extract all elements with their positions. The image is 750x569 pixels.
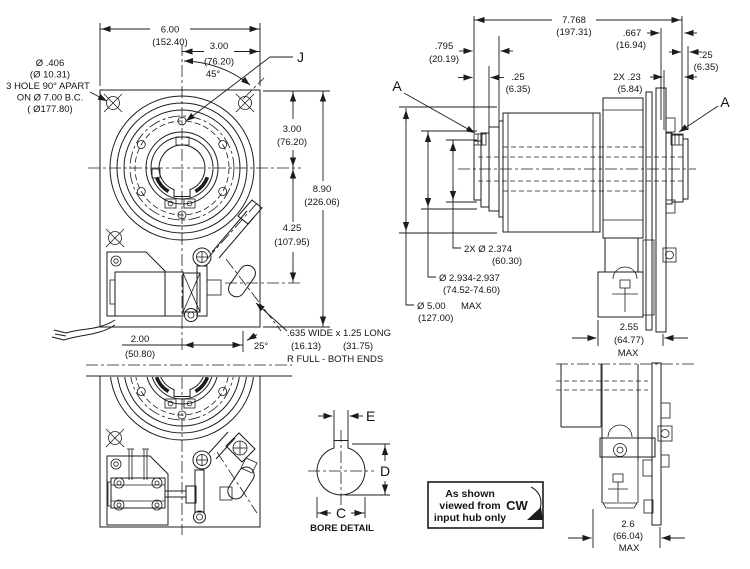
label-j: J [297,49,304,65]
dim-flange-mm: (16.94) [615,40,647,51]
dim-lower-bracket-in: 2.6 [621,519,635,530]
rotation-note [428,482,543,528]
dim-top-to-center-in: 3.00 [282,124,302,135]
input-hub [474,121,503,217]
mounting-holes [104,94,254,247]
dim-flange-in: .667 [622,28,642,39]
dim-overall-in: 7.768 [562,15,586,26]
dim-gap-left-in: .25 [511,72,525,83]
lever-slot [225,262,258,300]
hole-note-line2: (Ø 10.31) [29,69,71,81]
hole-note-line5: ( Ø177.80) [27,104,73,115]
dim-gap-right-mm: (6.35) [693,62,719,73]
release-lever-lower [193,432,257,513]
dim-od-max: MAX [461,301,482,312]
slot-note-line3: R FULL - BOTH ENDS [287,354,384,365]
hole-note-line3: 3 HOLE 90° APART [6,81,90,92]
dim-bracket-max: MAX [617,348,639,359]
dim-front-halfwidth-in: 3.00 [209,41,229,52]
dim-bracket-in: 2.55 [619,322,639,333]
dim-front-angle: 45° [205,69,221,80]
dim-front-width-in: 6.00 [160,24,180,36]
dim-lever-angle: 25° [253,341,269,352]
dim-offset-mm: (50.80) [124,349,156,360]
bore-detail [308,408,390,534]
dim-pilot-in: Ø 2.934-2.937 [439,273,500,284]
dim-hub-mm: (20.19) [428,54,460,65]
side-view-lower-dimensions [568,509,685,554]
rotation-note-line3: input hub only [433,512,507,524]
dim-gap-right-in: .25 [699,50,713,61]
dim-center-to-slot-in: 4.25 [282,223,302,234]
output-hub [666,133,688,204]
dim-front-halfwidth-mm: (76.20) [203,56,235,68]
dim-od-in: Ø 5.00 [417,301,446,312]
dim-bore-mm: (60.30) [492,256,523,267]
dim-gap-left-mm: (6.35) [505,84,531,95]
dim-collar-mm: (5.84) [617,84,643,95]
slot-note-line2a: (16.13) [291,341,322,352]
label-d: D [379,463,391,479]
label-a-left: A [392,78,402,94]
rotation-note-line2: viewed from [439,500,501,512]
dim-od-mm: (127.00) [418,313,454,324]
dim-lower-bracket-mm: (66.04) [612,531,644,542]
release-lever [193,200,281,331]
dim-hub-in: .795 [434,41,454,52]
bore-detail-caption: BORE DETAIL [310,523,374,534]
rotation-note-line1: As shown [445,488,495,500]
air-cylinder-actuator [107,449,232,525]
slot-note-line1: .635 WIDE x 1.25 LONG [287,328,392,339]
hole-note-line1: Ø .406 [35,58,65,69]
cw-arrow-icon [527,507,543,520]
slot-note-line2b: (31.75) [343,341,374,352]
dim-collar-in: 2X .23 [613,72,641,83]
cw-arrow-curve [531,487,541,509]
label-e: E [366,408,376,424]
dim-overall-mm: (197.31) [556,27,592,38]
hole-note-line4: ON Ø 7.00 B.C. [16,92,84,104]
dim-height-in: 8.90 [312,184,332,195]
dim-offset-in: 2.00 [130,334,150,345]
mounting-plate [646,88,676,332]
dim-lower-bracket-max: MAX [618,543,640,554]
dim-height-mm: (226.06) [304,197,340,208]
dim-pilot-mm: (74.52-74.60) [443,285,501,296]
front-view-lower [86,296,292,535]
dim-bracket-mm: (64.77) [613,335,645,346]
rotation-direction-label: CW [506,498,528,513]
dim-front-width-mm: (152.40) [152,37,188,48]
dim-top-to-center-mm: (76.20) [276,137,308,148]
dim-bore-in: 2X Ø 2.374 [464,244,513,255]
dim-center-to-slot-mm: (107.95) [274,237,310,248]
lever-slot-lower [225,464,257,502]
label-a-right: A [720,94,730,110]
label-c: C [335,505,347,521]
side-view-dimensions [392,15,730,359]
side-view-lower [556,363,696,525]
